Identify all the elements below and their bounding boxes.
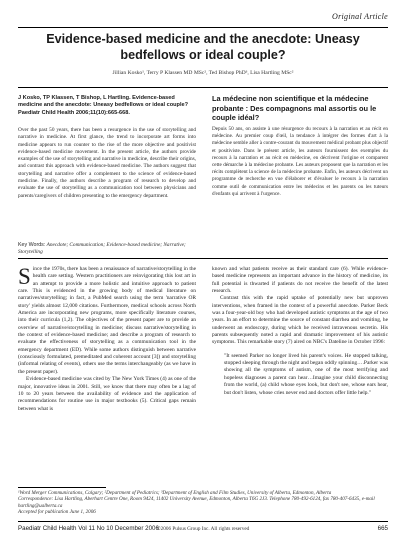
correspondence: Correspondence: Lisa Hartling, Aberhart Centre One, Room 9424, 11402 University Avenue, Edmonton, Alberta T6G 2J3. Telephone 780-492-6124, fax 780-407-6435, e-mail hartling@ualberta.ca bbox=[18, 496, 375, 509]
footer-rule bbox=[18, 521, 388, 522]
section-label: Original Article bbox=[332, 12, 388, 21]
citation-block bbox=[18, 95, 192, 117]
body-column-left bbox=[18, 266, 196, 413]
top-rule bbox=[18, 27, 388, 28]
footer-copyright: ©2006 Pulsus Group Inc. All rights reserved bbox=[156, 526, 250, 532]
english-abstract: Over the past 50 years, there has been a resurgence in the use of storytelling and narrative in medicine. At first glance, the trend to incorporate art forms into medicine appears to run counter to the rise of the more objective and positivist evidence-based medicine movement. In the present article, the authors provide examples of the use of storytelling and narrative in medicine, describe their origins, and contrast this approach with evidence-based medicine. The authors suggest that storytelling and narrative offer a complement to the science of evidence-based medicine. Finally, the authors describe a program of research to develop and evaluate the use of storytelling as a communication tool between physicians and parents/caregivers of children presenting to the emergency department. bbox=[18, 127, 196, 199]
keywords bbox=[18, 242, 196, 257]
footnotes bbox=[18, 490, 388, 516]
affiliations: ¹Word Merger Communications, Calgary; ²Department of Pediatrics; ³Department of English and Film Studies, University of Alberta, Edmonton, Alberta bbox=[18, 490, 332, 496]
drop-cap: S bbox=[18, 264, 31, 289]
keywords-label: Key Words: bbox=[18, 242, 46, 248]
header-divider bbox=[18, 87, 388, 88]
body-column-right bbox=[212, 266, 388, 397]
french-abstract: Depuis 50 ans, on assiste à une résurgence du recours à la narration et au récit en médecine. Au premier coup d'œil, la tendance à intégrer des formes d'art à la médecine semble aller à contre-courant du mouvement médical probant plus objectif et positiviste. Dans le présent article, les auteurs fournissent des exemples du recours à la narration et au récit en médecine, en décrivent l'origine et comparent cette démarche à la médecine probante. Les auteurs proposent que la narration et les récits complètent la science de la médecine probante. Enfin, les auteurs décrivent un programme de recherche en vue d'élaborer et d'évaluer le recours à la narration comme outil de communication entre les médecins et les parents ou les tuteurs d'enfants qui arrivent à l'urgence. bbox=[212, 126, 388, 197]
block-quote: "It seemed Parker no longer lived his parent's voices. He stopped talking, stopped sleeping through the night and began oddly spinning….Parker was showing all the symptoms of autism, one of the most terrifying and hopeless diagnoses a parent can hear…Imagine your child disconnecting from the world, (a) child whose eyes look, but don't see, whose ears hear, but don't listen, whose cries never end and doctors offer little help." bbox=[224, 352, 388, 396]
footnote-rule bbox=[18, 487, 106, 488]
author-line: Jillian Kosko¹, Terry P Klassen MD MSc², Ted Bishop PhD³, Lisa Hartling MSc² bbox=[112, 70, 294, 76]
footer-journal: Paediatr Child Health Vol 11 No 10 December 2006 bbox=[18, 525, 159, 532]
body-paragraph bbox=[18, 266, 196, 376]
body-paragraph: Contrast this with the rapid uptake of potentially new but unproven interventions, when framed in the context of a powerful anecdote. Parker Beck was a four-year-old boy who had developed autistic symptoms at the age of two years. In an effort to determine the source of constant diarrhea and vomiting, he underwent an endoscopy, during which he received intravenous secretin. His parents subsequently noted a rapid and dramatic improvement of his autistic symptoms. This remarkable story (7) aired on NBC's Dateline in October 1996: bbox=[212, 295, 388, 346]
article-title: Evidence-based medicine and the anecdote: Uneasy bedfellows or ideal couple? bbox=[46, 32, 360, 62]
keywords-text: Anecdote; Communication; Evidence-based medicine; Narrative; Storytelling bbox=[18, 242, 186, 256]
acceptance-date: Accepted for publication June 1, 2006 bbox=[18, 509, 96, 516]
page-number: 665 bbox=[377, 525, 388, 532]
body-paragraph: Evidence-based medicine was cited by The New York Times (4) as one of the major, innovative ideas in 2001. Still, we know that there may often be a lag of 10 to 20 years between the availability of evidence and the application of recommendations for routine use in major textbooks (5). Critical gaps remain between what is bbox=[18, 376, 196, 412]
body-paragraph: known and what patients receive as their standard care (6). While evidence-based medicine represents an important advance in the history of medicine, its full potential is thwarted if patients do not receive the benefit of the latest research. bbox=[212, 266, 388, 295]
french-title: La médecine non scientifique et la médecine probante : Des compagnons mal assortis ou le couple idéal? bbox=[212, 94, 377, 123]
citation: J Kosko, TP Klassen, T Bishop, L Hartling. Evidence-based medicine and the anecdote: Uneasy bedfellows or ideal couple? Paediatr Child Health 2006;11(10):665-668. bbox=[18, 95, 189, 116]
body-paragraph-text: ince the 1970s, there has been a renaissance of narrative/storytelling in the health care setting. Western practitioners are reinvigorating this lost art in an attempt to provide a more holistic and intuitive approach to patient care. This is evidenced in the growing body of medical literature on narratives/storytelling; in fact, a PubMed search using the term 'narrative OR story' yields almost 12,000 citations. Furthermore, medical schools across North America are incorporating new programs, more specifically literature courses, into their curricula (1,2). The objectives of the present paper are to provide an overview of narrative/storytelling in medicine; discuss narrative/storytelling in the context of evidence-based medicine; and describe a program of research to evaluate the effectiveness of storytelling as a communication tool in the emergency department (ED). While some authors distinguish between narrative (consciously formulated, premeditated and coherent account [3]) and storytelling (informal relating of events), others use the terms interchangeably (as we have in the present paper). bbox=[18, 266, 196, 375]
body-divider bbox=[18, 258, 388, 259]
